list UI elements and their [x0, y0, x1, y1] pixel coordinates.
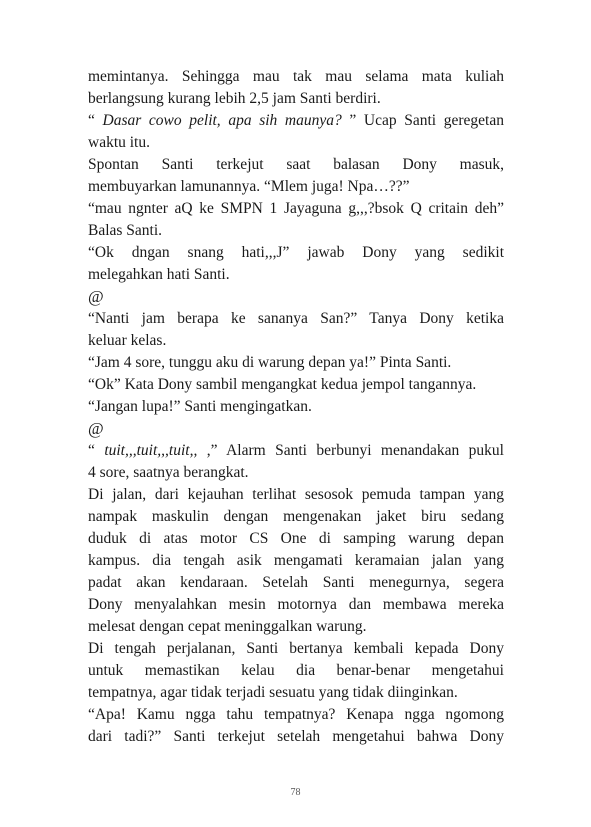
text-line: “ tuit,,,tuit,,,tuit,, ,” Alarm Santi berbunyi menandakan pukul	[88, 442, 504, 459]
page-body	[88, 66, 504, 748]
text-line: “mau ngnter aQ ke SMPN 1 Jayaguna g,,,?bsok Q critain deh”	[88, 200, 504, 217]
text-line: Dony menyalahkan mesin motornya dan membawa mereka	[88, 596, 504, 613]
section-separator: @	[88, 419, 104, 438]
text-line: kampus. dia tengah asik mengamati keramaian jalan yang	[88, 552, 504, 569]
text-line: membuyarkan lamunannya. “Mlem juga! Npa…??”	[88, 178, 410, 195]
text-line: “Jangan lupa!” Santi mengingatkan.	[88, 398, 312, 415]
text-line: memintanya. Sehingga mau tak mau selama mata kuliah	[88, 68, 504, 85]
italic-phrase: tuit,,,tuit,,,tuit,,	[104, 442, 198, 459]
text-line: keluar kelas.	[88, 332, 167, 349]
text-line: “Apa! Kamu ngga tahu tempatnya? Kenapa ngga ngomong	[88, 706, 504, 723]
italic-phrase: Dasar cowo pelit, apa sih maunya?	[102, 112, 342, 129]
text-line: “Nanti jam berapa ke sananya San?” Tanya Dony ketika	[88, 310, 504, 327]
text-line: duduk di atas motor CS One di samping warung depan	[88, 530, 504, 547]
text-line: Di tengah perjalanan, Santi bertanya kembali kepada Dony	[88, 640, 504, 657]
text-line: melesat dengan cepat meninggalkan warung.	[88, 618, 367, 635]
text-line: dari tadi?” Santi terkejut setelah mengetahui bahwa Dony	[88, 728, 504, 745]
text-line: Di jalan, dari kejauhan terlihat sesosok pemuda tampan yang	[88, 486, 504, 503]
text-line: padat akan kendaraan. Setelah Santi menegurnya, segera	[88, 574, 504, 591]
text-line: “Ok” Kata Dony sambil mengangkat kedua jempol tangannya.	[88, 376, 477, 393]
text-line: “Ok dngan snang hati,,,J” jawab Dony yang sedikit	[88, 244, 504, 261]
text-line: Balas Santi.	[88, 222, 163, 239]
text-line: berlangsung kurang lebih 2,5 jam Santi berdiri.	[88, 90, 381, 107]
text-line: Spontan Santi terkejut saat balasan Dony masuk,	[88, 156, 504, 173]
text-line: “Jam 4 sore, tunggu aku di warung depan ya!” Pinta Santi.	[88, 354, 452, 371]
text-line: 4 sore, saatnya berangkat.	[88, 464, 249, 481]
text-line: tempatnya, agar tidak terjadi sesuatu yang tidak diinginkan.	[88, 684, 458, 701]
text-line: untuk memastikan kelau dia benar-benar mengetahui	[88, 662, 504, 679]
text-line: waktu itu.	[88, 134, 150, 151]
page-number: 78	[290, 787, 301, 798]
section-separator: @	[88, 287, 104, 306]
text-line: nampak maskulin dengan mengenakan jaket biru sedang	[88, 508, 504, 525]
text-line: “ Dasar cowo pelit, apa sih maunya? ” Ucap Santi geregetan	[88, 112, 504, 129]
text-line: melegahkan hati Santi.	[88, 266, 230, 283]
